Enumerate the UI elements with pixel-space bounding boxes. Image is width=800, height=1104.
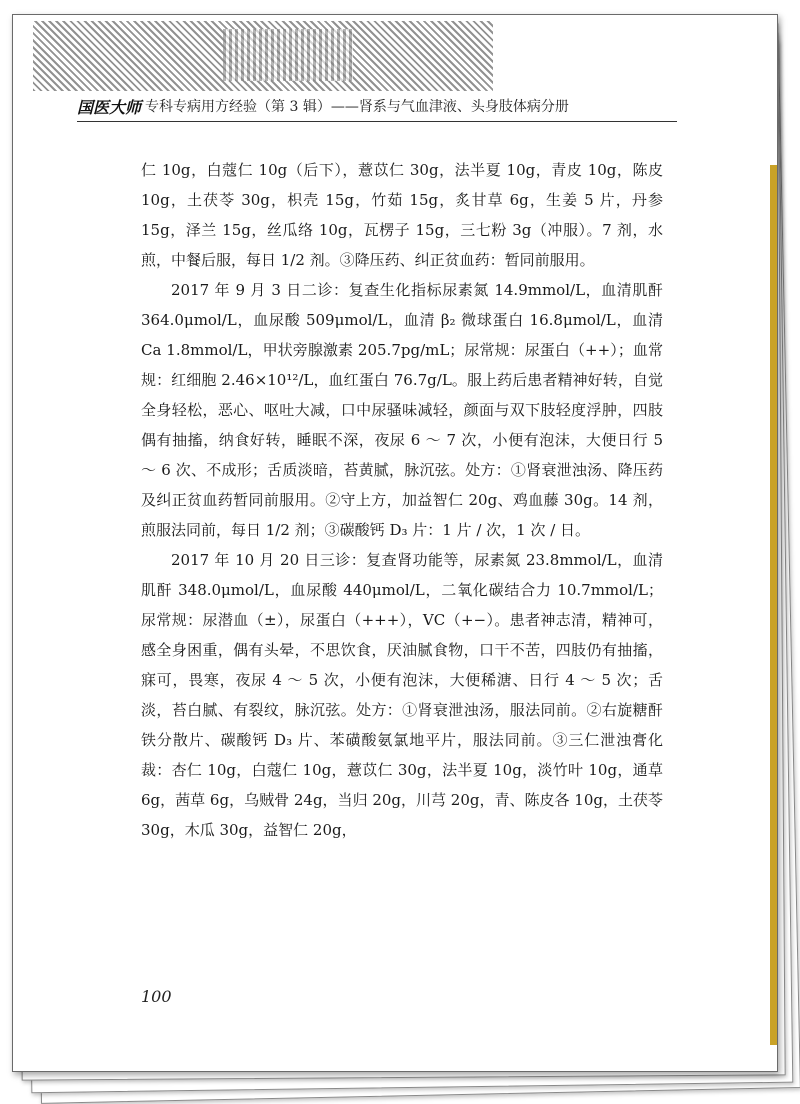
book-title: 专科专病用方经验（第 3 辑）——肾系与气血津液、头身肢体病分册	[145, 99, 569, 115]
header-rule	[77, 121, 677, 122]
header-decorative-band	[33, 21, 493, 91]
accent-edge-bar	[770, 165, 778, 1045]
page-number: 100	[141, 987, 172, 1006]
paragraph: 2017 年 10 月 20 日三诊：复查肾功能等，尿素氮 23.8mmol/L，血清肌酐 348.0μmol/L，血尿酸 440μmol/L，二氧化碳结合力 10.7mmol/L；尿常规：尿潜血（±），尿蛋白（+++），VC（+−）。患者神志清，精神可，感全身困重，偶有头晕，不思饮食，厌油腻食物，口干不苦，四肢仍有抽搐，寐可，畏寒，夜尿 4 ～ 5 次，小便有泡沫，大便稀溏、日行 4 ～ 5 次；舌淡，苔白腻、有裂纹，脉沉弦。处方：①肾衰泄浊汤，服法同前。②右旋糖酐铁分散片、碳酸钙 D₃ 片、苯磺酸氨氯地平片，服法同前。③三仁泄浊膏化裁：杏仁 10g，白蔻仁 10g，薏苡仁 30g，法半夏 10g，淡竹叶 10g，通草 6g，茜草 6g，乌贼骨 24g，当归 20g，川芎 20g，青、陈皮各 10g，土茯苓 30g，木瓜 30g，益智仁 20g，	[141, 551, 663, 839]
paragraph: 2017 年 9 月 3 日二诊：复查生化指标尿素氮 14.9mmol/L，血清肌酐 364.0μmol/L，血尿酸 509μmol/L，血清 β₂ 微球蛋白 16.8μmol/L，血清 Ca 1.8mmol/L，甲状旁腺激素 205.7pg/mL；尿常规：尿蛋白（++）；血常规：红细胞 2.46×10¹²/L，血红蛋白 76.7g/L。服上药后患者精神好转，自觉全身轻松，恶心、呕吐大减，口中尿骚味减轻，颜面与双下肢轻度浮肿，四肢偶有抽搐，纳食好转，睡眠不深，夜尿 6 ～ 7 次，小便有泡沫，大便日行 5 ～ 6 次、不成形；舌质淡暗，苔黄腻，脉沉弦。处方：①肾衰泄浊汤、降压药及纠正贫血药暂同前服用。②守上方，加益智仁 20g、鸡血藤 30g。14 剂，煎服法同前，每日 1/2 剂；③碳酸钙 D₃ 片：1 片 / 次，1 次 / 日。	[141, 281, 663, 539]
body-text	[141, 155, 663, 845]
series-logo: 国医大师	[77, 97, 142, 117]
book-page	[12, 14, 778, 1072]
paragraph: 仁 10g，白蔻仁 10g（后下），薏苡仁 30g，法半夏 10g，青皮 10g，陈皮 10g，土茯苓 30g，枳壳 15g，竹茹 15g，炙甘草 6g，生姜 5 片，丹参 15g，泽兰 15g，丝瓜络 10g，瓦楞子 15g，三七粉 3g（冲服）。7 剂，水煎，中餐后服，每日 1/2 剂。③降压药、纠正贫血药：暂同前服用。	[141, 161, 663, 269]
running-header	[77, 93, 717, 119]
